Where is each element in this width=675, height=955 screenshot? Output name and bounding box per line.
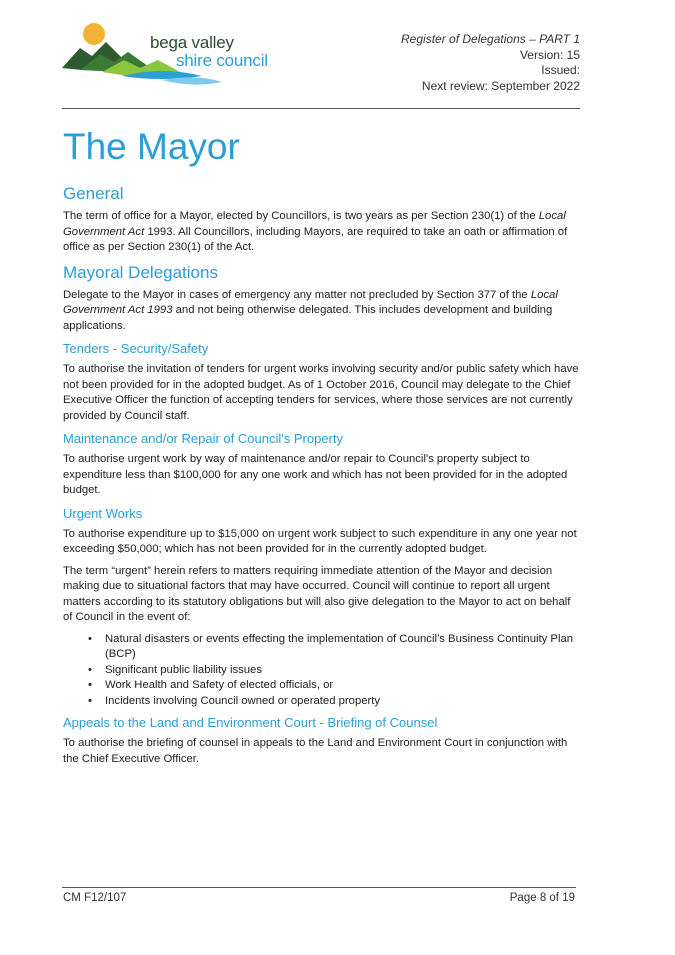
section-heading-mayoral: Mayoral Delegations (63, 262, 218, 282)
logo-wordmark (150, 34, 268, 69)
general-act-name: Local Government Act (63, 210, 566, 238)
tenders-paragraph: To authorise the invitation of tenders for urgent works involving security and/or public safety which have not been provided for in the adopted budget. As of 1 October 2016, Council may delegate to the Chief Executive Officer the function of accepting tenders for services, where those services are not currently provided by Council staff. (63, 363, 579, 422)
list-item-text: Natural disasters or events effecting the implementation of Council’s Business Continuity Plan (BCP) (105, 632, 574, 660)
urgent-event-list (88, 632, 579, 710)
subheading-tenders: Tenders - Security/Safety (63, 341, 209, 356)
footer-divider (62, 887, 576, 888)
maintenance-paragraph: To authorise urgent work by way of maintenance and/or repair to Council's property subject to expenditure less than $100,000 for any one work and which has not been provided for in the adopted budget. (63, 453, 568, 496)
general-paragraph (63, 209, 579, 256)
subheading-urgent-works: Urgent Works (63, 505, 143, 521)
bullet-icon: • (88, 663, 92, 676)
list-item (88, 678, 579, 694)
bullet-icon: • (88, 694, 92, 707)
appeals-paragraph: To authorise the briefing of counsel in appeals to the Land and Environment Court in conjunction with the Chief Executive Officer. (63, 737, 568, 765)
bullet-icon: • (88, 679, 92, 691)
document-meta (401, 32, 580, 94)
list-item (88, 694, 579, 710)
list-item-text: Significant public liability issues (105, 663, 262, 676)
mayoral-paragraph (63, 288, 579, 335)
page-title: The Mayor (63, 126, 240, 167)
subheading-maintenance: Maintenance and/or Repair of Council's Property (63, 431, 343, 446)
page-header (62, 20, 580, 110)
document-next-review: Next review: September 2022 (421, 78, 580, 93)
document-version: Version: 15 (519, 47, 580, 62)
mayoral-text-2: and not being otherwise delegated. This includes development and building applications. (63, 304, 553, 332)
list-item (88, 632, 579, 663)
subheading-appeals: Appeals to the Land and Environment Court - Briefing of Counsel (63, 715, 438, 730)
urgent-paragraph-1: To authorise expenditure up to $15,000 on urgent work subject to such expenditure in any one year not exceeding $50,000; which has not been provided for in the currently adopted budget. (63, 527, 577, 555)
bullet-icon: • (88, 632, 92, 645)
document-title: Register of Delegations – PART 1 (401, 32, 580, 46)
council-logo (62, 20, 292, 96)
footer-reference: CM F12/107 (63, 892, 127, 904)
list-item-text: Work Health and Safety of elected officials, or (105, 679, 334, 691)
document-issued: Issued: (541, 63, 580, 77)
page-content (63, 124, 579, 773)
general-text-1: The term of office for a Mayor, elected by Councillors, is two years as per Section 230(1) of the (63, 210, 539, 222)
section-heading-general: General (63, 184, 124, 203)
mayoral-act-name: Local Government Act 1993 (63, 288, 558, 316)
logo-line-2: shire council (176, 51, 268, 70)
mayoral-text-1: Delegate to the Mayor in cases of emergency any matter not precluded by Section 377 of the (63, 288, 531, 301)
list-item (88, 663, 579, 679)
logo-line-1: bega valley (150, 33, 234, 52)
footer-page-number: Page 8 of 19 (509, 892, 575, 904)
general-text-2: 1993. All Councillors, including Mayors, are required to take an oath or affirmation of office as per Section 230(1) of the Act. (63, 225, 568, 253)
list-item-text: Incidents involving Council owned or operated property (105, 694, 381, 707)
header-divider (62, 108, 580, 109)
urgent-paragraph-2: The term “urgent” herein refers to matters requiring immediate attention of the Mayor and decision making due to situational factors that may have occurred. Council will continue to report all urgent matters according to its statutory obligations but will also give delegation to the Mayor to act on behalf of Council in the event of: (63, 564, 571, 623)
